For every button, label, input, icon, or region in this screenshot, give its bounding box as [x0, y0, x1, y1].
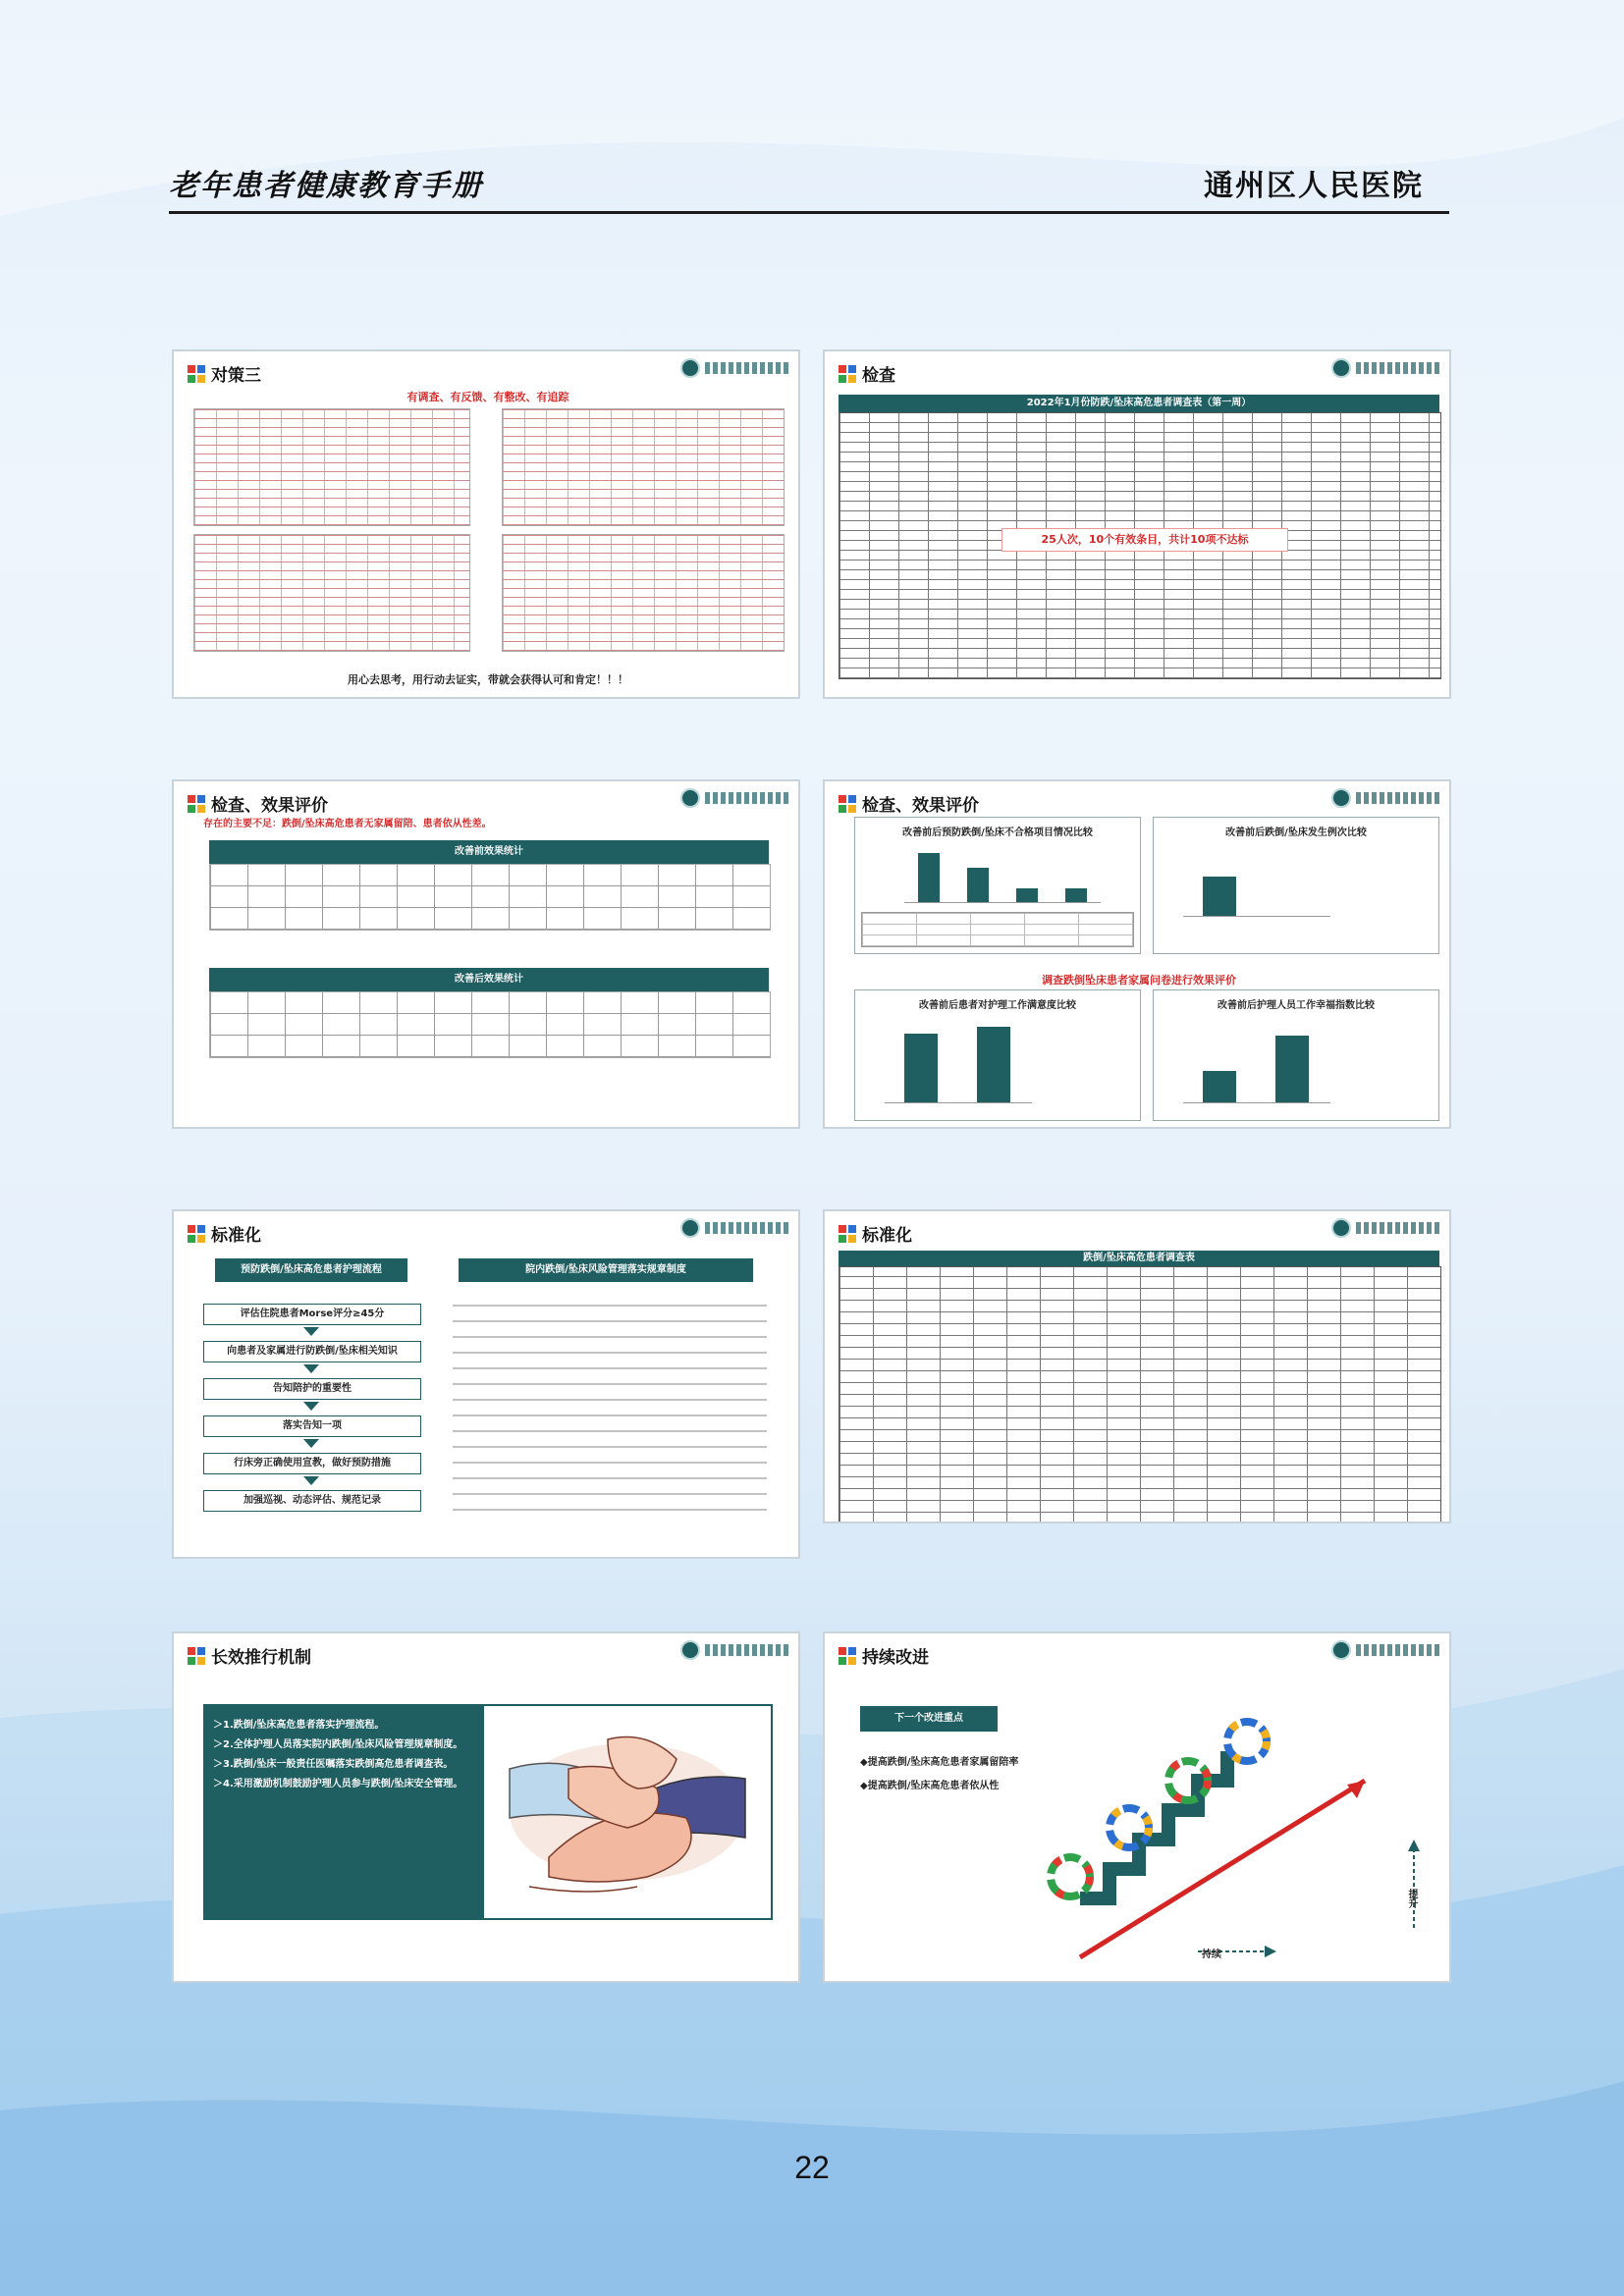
- down-arrow-icon: [303, 1402, 319, 1411]
- header-title: 老年患者健康教育手册: [169, 169, 483, 203]
- slide-title: 标准化: [839, 1221, 912, 1246]
- down-arrow-icon: [303, 1476, 319, 1485]
- mechanism-item: ＞1.跌倒/坠床高危患者落实护理流程。: [213, 1720, 385, 1731]
- logo-squares-icon: [839, 795, 856, 813]
- slide-subtitle: 有调查、有反馈、有整改、有追踪: [406, 391, 569, 403]
- chart-bar: [977, 1027, 1010, 1102]
- joined-hands-illustration: [490, 1710, 765, 1914]
- callout-box: 25人次，10个有效条目，共计10项不达标: [1001, 528, 1288, 552]
- page-number: 22: [794, 2150, 830, 2185]
- chart-bar: [1203, 1071, 1236, 1102]
- slide-continuous-improvement: [823, 1631, 1451, 1983]
- table-title: 2022年1月份防跌/坠床高危患者调查表（第一周）: [839, 395, 1439, 412]
- chart-bar: [1016, 888, 1038, 902]
- slide-title: 持续改进: [839, 1643, 929, 1668]
- chart-title: 改善前后预防跌倒/坠床不合格项目情况比较: [902, 828, 1093, 838]
- slide-countermeasure-3: [172, 349, 800, 699]
- chart-plot-area: [1183, 1024, 1330, 1103]
- slide-title: 检查、效果评价: [188, 791, 328, 816]
- chart-bar: [1065, 888, 1087, 902]
- hospital-logo-icon: [1331, 787, 1439, 809]
- chart-happiness: [1153, 989, 1439, 1121]
- down-arrow-icon: [303, 1364, 319, 1373]
- flow-step: 向患者及家属进行防跌倒/坠床相关知识: [203, 1341, 421, 1362]
- gear-icon: [1051, 1857, 1090, 1896]
- flow-heading: 预防跌倒/坠床高危患者护理流程: [215, 1258, 407, 1282]
- logo-squares-icon: [188, 365, 205, 383]
- gear-icon: [1110, 1808, 1149, 1847]
- survey-note: 调查跌倒坠床患者家属问卷进行效果评价: [1042, 974, 1236, 987]
- flow-step: 落实告知一项: [203, 1415, 421, 1437]
- logo-squares-icon: [839, 365, 856, 383]
- hospital-logo-icon: [1331, 357, 1439, 379]
- chart-plot-area: [1183, 857, 1330, 917]
- hospital-logo-icon: [1331, 1217, 1439, 1239]
- chart-plot-area: [885, 1024, 1032, 1103]
- mechanism-frame: [203, 1704, 773, 1920]
- down-arrow-icon: [303, 1439, 319, 1448]
- slide-footer: 用心去思考，用行动去证实，带就会获得认可和肯定！！！: [348, 673, 628, 686]
- axis-label-improve: 提升: [1406, 1889, 1417, 1908]
- flow-step: 评估住院患者Morse评分≥45分: [203, 1304, 421, 1325]
- bullet-item: ◆提高跌倒/坠床高危患者依从性: [860, 1781, 1000, 1791]
- mechanism-item: ＞4.采用激励机制鼓励护理人员参与跌倒/坠床安全管理。: [213, 1779, 463, 1789]
- chart-bar: [904, 1034, 938, 1102]
- flow-step: 加强巡视、动态评估、规范记录: [203, 1490, 421, 1512]
- slide-title: 对策三: [188, 361, 261, 386]
- mechanism-item: ＞3.跌倒/坠床一般责任医嘱落实跌倒高危患者调查表。: [213, 1759, 454, 1770]
- slide-long-term-mechanism: [172, 1631, 800, 1983]
- issue-text: 存在的主要不足：跌倒/坠床高危患者无家属留陪、患者依从性差。: [203, 819, 492, 829]
- down-arrow-icon: [303, 1327, 319, 1336]
- survey-table-thumbnail: [502, 534, 785, 652]
- logo-squares-icon: [839, 1647, 856, 1665]
- slide-title: 检查、效果评价: [839, 791, 979, 816]
- chart-plot-area: [904, 847, 1101, 903]
- slide-inspection: [823, 349, 1451, 699]
- bullet-item: ◆提高跌倒/坠床高危患者家属留陪率: [860, 1757, 1019, 1768]
- hospital-logo-icon: [680, 1639, 788, 1661]
- hospital-logo-icon: [680, 1217, 788, 1239]
- hospital-logo-icon: [680, 787, 788, 809]
- logo-squares-icon: [188, 795, 205, 813]
- hospital-logo-icon: [680, 357, 788, 379]
- mechanism-list: [205, 1706, 484, 1918]
- chart-title: 改善前后护理人员工作幸福指数比较: [1218, 1000, 1375, 1011]
- chart-title: 改善前后跌倒/坠床发生例次比较: [1225, 828, 1367, 838]
- slide-effect-evaluation-charts: [823, 779, 1451, 1129]
- logo-squares-icon: [188, 1225, 205, 1243]
- header-hospital: 通州区人民医院: [1204, 169, 1424, 203]
- blank-survey-table: [839, 1266, 1441, 1523]
- header-divider: [169, 211, 1449, 214]
- table-title: 跌倒/坠床高危患者调查表: [839, 1251, 1439, 1266]
- table-title: 改善后效果统计: [209, 968, 769, 991]
- next-focus-label: 下一个改进重点: [860, 1706, 998, 1732]
- survey-table-thumbnail: [193, 408, 470, 526]
- slide-standardization-form: [823, 1209, 1451, 1523]
- survey-table-thumbnail: [193, 534, 470, 652]
- slide-title: 标准化: [188, 1221, 261, 1246]
- slide-title: 长效推行机制: [188, 1643, 311, 1668]
- stats-table-after: [209, 991, 771, 1058]
- flow-step: 行床旁正确使用宣教，做好预防措施: [203, 1453, 421, 1474]
- logo-squares-icon: [839, 1225, 856, 1243]
- hospital-logo-icon: [1331, 1639, 1439, 1661]
- rules-heading: 院内跌倒/坠床风险管理落实规章制度: [459, 1258, 753, 1282]
- slide-effect-evaluation-tables: [172, 779, 800, 1129]
- chart-bar: [918, 853, 940, 902]
- rules-text-block: [453, 1294, 767, 1520]
- logo-squares-icon: [188, 1647, 205, 1665]
- survey-table-thumbnail: [502, 408, 785, 526]
- table-title: 改善前效果统计: [209, 840, 769, 864]
- slide-title: 检查: [839, 361, 895, 386]
- improvement-bullets: [860, 1751, 1018, 1798]
- stats-table-before: [209, 864, 771, 931]
- mechanism-item: ＞2.全体护理人员落实院内跌倒/坠床风险管理规章制度。: [213, 1739, 463, 1750]
- gear-icon: [1227, 1722, 1267, 1761]
- chart-unqualified-items: [854, 817, 1141, 954]
- slide-standardization-flow: [172, 1209, 800, 1559]
- chart-satisfaction: [854, 989, 1141, 1121]
- staircase-growth-diagram: [1041, 1702, 1451, 1967]
- axis-label-continuous: 持续: [1202, 1949, 1221, 1960]
- chart-title: 改善前后患者对护理工作满意度比较: [919, 1000, 1076, 1011]
- chart-bar: [1203, 877, 1236, 916]
- chart-fall-cases: [1153, 817, 1439, 954]
- chart-bar: [1275, 1036, 1309, 1102]
- flow-step: 告知陪护的重要性: [203, 1378, 421, 1400]
- chart-data-table: [861, 912, 1134, 947]
- chart-bar: [967, 868, 989, 902]
